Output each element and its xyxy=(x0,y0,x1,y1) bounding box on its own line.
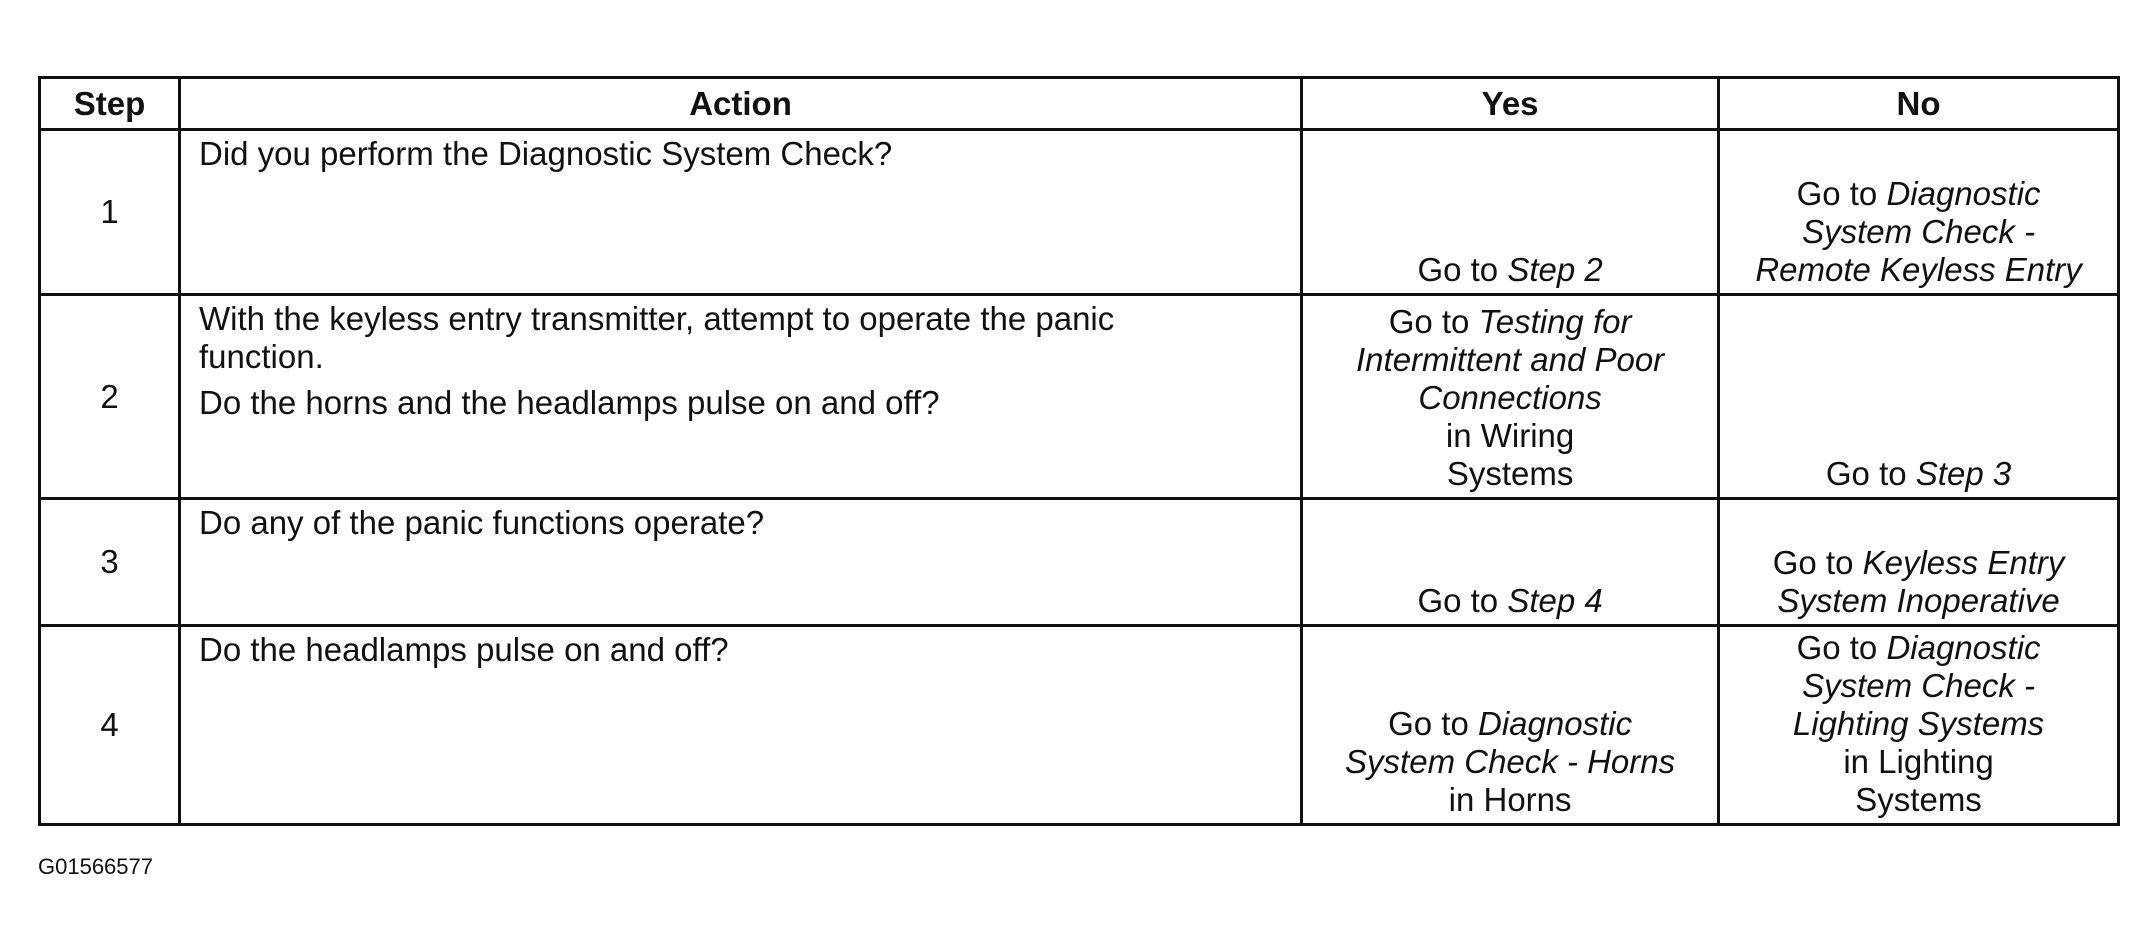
step-number: 1 xyxy=(40,130,180,295)
diagnostic-table xyxy=(38,76,2120,826)
header-action: Action xyxy=(180,78,1302,130)
action-cell xyxy=(180,626,1302,825)
no-line-4: in Lighting xyxy=(1843,743,1994,780)
table-row xyxy=(40,626,2119,825)
table-row xyxy=(40,295,2119,499)
step-number: 3 xyxy=(40,499,180,626)
no-prefix: Go to xyxy=(1772,544,1863,581)
action-text: Did you perform the Diagnostic System Check? xyxy=(199,135,893,172)
no-link: Step 3 xyxy=(1915,455,2012,492)
no-prefix: Go to xyxy=(1796,175,1887,212)
no-line-2: System Check - xyxy=(1802,213,2035,250)
yes-cell xyxy=(1302,295,1719,499)
yes-line-2: Intermittent and Poor xyxy=(1356,341,1665,378)
no-line-2: System Check - xyxy=(1802,667,2035,704)
yes-line-2: System Check - Horns xyxy=(1345,743,1676,780)
action-text: function. xyxy=(199,338,324,375)
yes-line-5: Systems xyxy=(1446,455,1574,492)
table-row xyxy=(40,499,2119,626)
yes-prefix: Go to xyxy=(1388,303,1479,340)
yes-cell xyxy=(1302,499,1719,626)
header-step: Step xyxy=(40,78,180,130)
yes-prefix: Go to xyxy=(1417,582,1508,619)
yes-link: Step 2 xyxy=(1507,251,1603,288)
action-question: Do the horns and the headlamps pulse on and off? xyxy=(199,384,940,421)
no-prefix: Go to xyxy=(1796,629,1887,666)
no-line-3: Lighting Systems xyxy=(1792,705,2045,742)
no-cell xyxy=(1719,295,2119,499)
yes-link: Diagnostic xyxy=(1478,705,1633,742)
yes-prefix: Go to xyxy=(1388,705,1478,742)
action-text: Do the headlamps pulse on and off? xyxy=(199,631,729,668)
no-link: Keyless Entry xyxy=(1862,544,2065,581)
yes-line-1 xyxy=(1309,705,1711,743)
table-header-row xyxy=(40,78,2119,130)
yes-line-1 xyxy=(1309,303,1711,341)
no-line-1 xyxy=(1726,544,2111,582)
yes-cell xyxy=(1302,130,1719,295)
no-line-1 xyxy=(1726,455,2111,493)
yes-line-3: Connections xyxy=(1418,379,1602,416)
no-line-5: Systems xyxy=(1855,781,1982,818)
no-cell xyxy=(1719,499,2119,626)
yes-line-4: in Wiring xyxy=(1445,417,1575,454)
action-text: Do any of the panic functions operate? xyxy=(199,504,765,541)
no-cell xyxy=(1719,130,2119,295)
yes-line-1 xyxy=(1309,582,1711,620)
step-number: 2 xyxy=(40,295,180,499)
action-cell xyxy=(180,499,1302,626)
action-cell xyxy=(180,295,1302,499)
action-cell xyxy=(180,130,1302,295)
no-cell xyxy=(1719,626,2119,825)
action-text: With the keyless entry transmitter, attempt to operate the panic xyxy=(199,300,1115,337)
step-number: 4 xyxy=(40,626,180,825)
table-row xyxy=(40,130,2119,295)
header-no: No xyxy=(1719,78,2119,130)
yes-link: Step 4 xyxy=(1507,582,1603,619)
yes-cell xyxy=(1302,626,1719,825)
figure-id: G01566577 xyxy=(38,854,153,879)
no-line-1 xyxy=(1726,629,2111,667)
no-link: Diagnostic xyxy=(1886,175,2041,212)
yes-line-1 xyxy=(1309,251,1711,289)
yes-line-3: in Horns xyxy=(1448,781,1572,818)
no-prefix: Go to xyxy=(1825,455,1916,492)
no-line-3: Remote Keyless Entry xyxy=(1755,251,2082,288)
yes-prefix: Go to xyxy=(1417,251,1508,288)
no-line-1 xyxy=(1726,175,2111,213)
no-line-2: System Inoperative xyxy=(1777,582,2060,619)
no-link: Diagnostic xyxy=(1886,629,2041,666)
yes-link: Testing for xyxy=(1478,303,1632,340)
header-yes: Yes xyxy=(1302,78,1719,130)
